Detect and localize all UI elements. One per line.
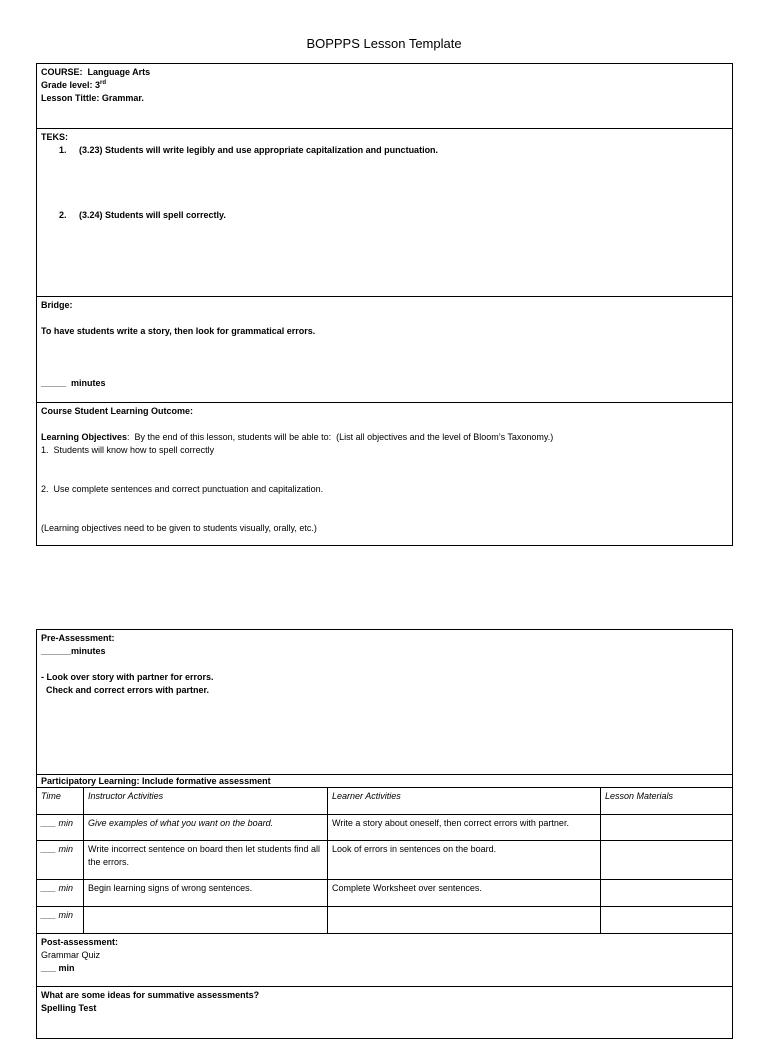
cslo-label: Course Student Learning Outcome: <box>41 406 194 416</box>
post-assessment-text: Grammar Quiz <box>41 950 101 960</box>
time-cell: ___ min <box>37 841 84 880</box>
participatory-heading <box>37 774 732 788</box>
time-cell: ___ min <box>37 907 84 934</box>
objective-item: 1. Students will know how to spell correctly <box>41 445 215 455</box>
table-row <box>37 814 732 841</box>
summative-label: What are some ideas for summative assessments? <box>41 990 260 1000</box>
instructor-cell <box>84 907 328 934</box>
pre-assessment-label: Pre-Assessment: <box>41 633 115 643</box>
course-section <box>37 64 732 129</box>
bridge-section <box>37 297 732 403</box>
learner-cell: Complete Worksheet over sentences. <box>328 880 601 907</box>
post-assessment-section <box>37 933 732 987</box>
post-assessment-cell <box>37 934 732 987</box>
learning-objectives-line: Learning Objectives: By the end of this lesson, students will be able to: (List all objectives and the level of Bloom’s Taxonomy.) <box>41 432 554 442</box>
objectives-section <box>37 403 732 545</box>
table-header-row <box>37 787 732 815</box>
header-time: Time <box>37 788 84 815</box>
pre-assessment-minutes: ______minutes <box>41 646 106 656</box>
bridge-minutes: _____ minutes <box>41 378 106 388</box>
objectives-note: (Learning objectives need to be given to students visually, orally, etc.) <box>41 523 317 533</box>
teks-item: 2. (3.24) Students will spell correctly. <box>59 210 226 220</box>
pre-assessment-line: - Look over story with partner for errors. <box>41 672 214 682</box>
learner-cell: Look of errors in sentences on the board. <box>328 841 601 880</box>
instructor-cell: Write incorrect sentence on board then let students find all the errors. <box>84 841 328 880</box>
instructor-cell: Give examples of what you want on the board. <box>84 815 328 841</box>
lesson-info-box <box>36 63 733 546</box>
materials-cell <box>601 907 732 934</box>
participatory-label: Participatory Learning: Include formative assessment <box>41 776 271 786</box>
grade-line: Grade level: 3rd <box>41 80 107 90</box>
time-cell: ___ min <box>37 880 84 907</box>
materials-cell <box>601 841 732 880</box>
summative-section <box>37 986 732 1047</box>
header-learner: Learner Activities <box>328 788 601 815</box>
objective-item: 2. Use complete sentences and correct punctuation and capitalization. <box>41 484 324 494</box>
learner-cell: Write a story about oneself, then correct errors with partner. <box>328 815 601 841</box>
teks-item: 1. (3.23) Students will write legibly and use appropriate capitalization and punctuation. <box>59 145 439 155</box>
assessment-box <box>36 629 733 1039</box>
bridge-text: To have students write a story, then look for grammatical errors. <box>41 326 316 336</box>
page-title: BOPPPS Lesson Template <box>306 36 462 51</box>
materials-cell <box>601 815 732 841</box>
summative-text: Spelling Test <box>41 1003 97 1013</box>
lesson-title-line: Lesson Tittle: Grammar. <box>41 93 144 103</box>
header-instructor: Instructor Activities <box>84 788 328 815</box>
post-assessment-min: ___ min <box>41 963 75 973</box>
bridge-label: Bridge: <box>41 300 73 310</box>
instructor-cell: Begin learning signs of wrong sentences. <box>84 880 328 907</box>
post-assessment-label: Post-assessment: <box>41 937 119 947</box>
course-line: COURSE: Language Arts <box>41 67 151 77</box>
time-cell: ___ min <box>37 815 84 841</box>
table-row <box>37 840 732 880</box>
pre-assessment-line: Check and correct errors with partner. <box>41 685 210 695</box>
pre-assessment-section <box>37 630 732 774</box>
learner-cell <box>328 907 601 934</box>
table-row <box>37 906 732 934</box>
teks-label: TEKS: <box>41 132 68 142</box>
teks-section <box>37 129 732 297</box>
summative-cell <box>37 987 732 1047</box>
header-materials: Lesson Materials <box>605 791 674 801</box>
table-row <box>37 879 732 907</box>
materials-cell <box>601 880 732 907</box>
